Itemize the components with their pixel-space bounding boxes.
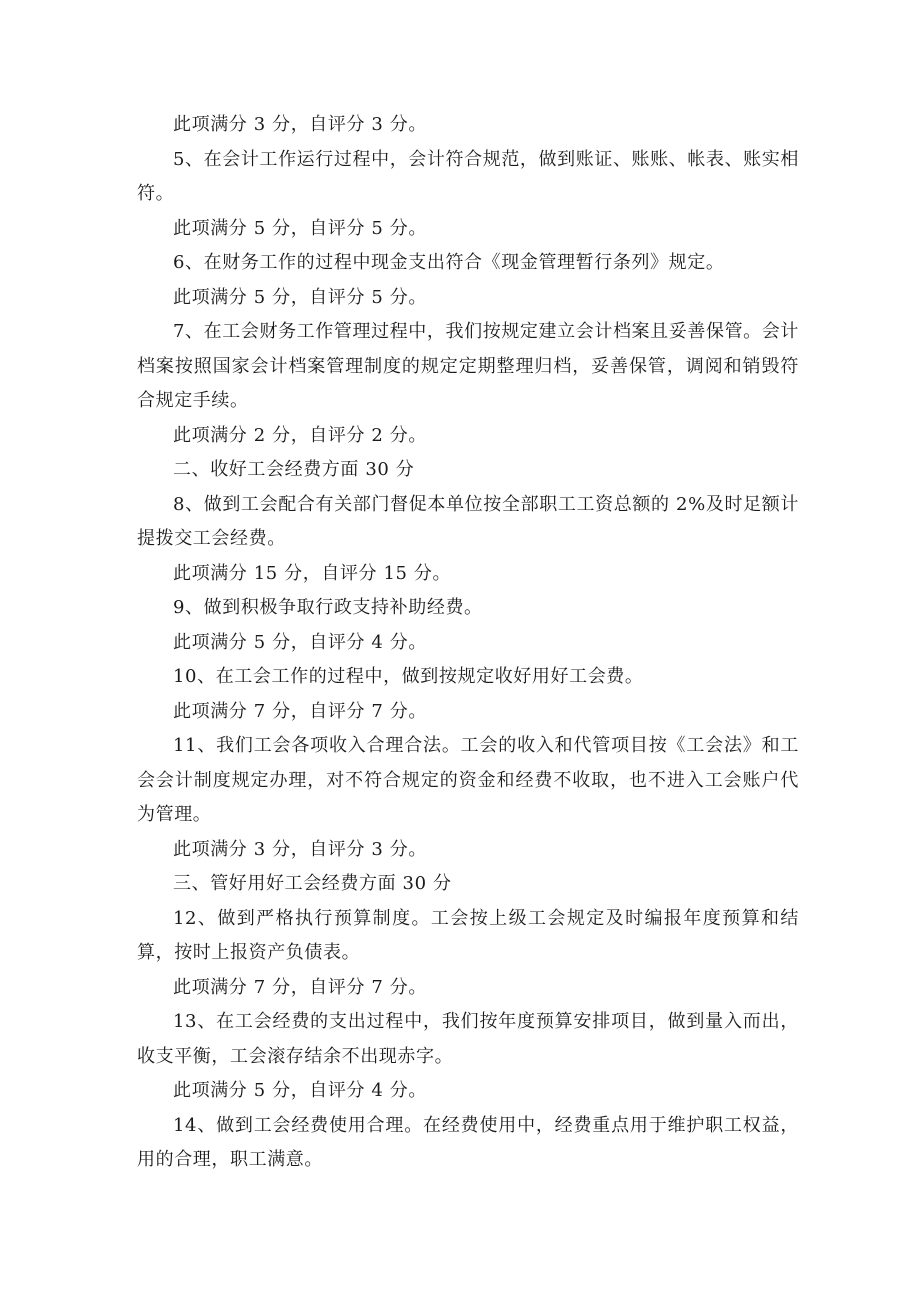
score-line: 此项满分 5 分，自评分 5 分。 <box>173 286 427 308</box>
score-line: 此项满分 7 分，自评分 7 分。 <box>173 976 427 998</box>
item-12-paragraph: 12、做到严格执行预算制度。工会按上级工会规定及时编报年度预算和结算，按时上报资产负债表。 <box>137 907 799 963</box>
score-line: 此项满分 5 分，自评分 5 分。 <box>173 217 427 239</box>
section-2-heading: 二、收好工会经费方面 30 分 <box>173 459 415 480</box>
score-line: 此项满分 7 分，自评分 7 分。 <box>173 700 427 722</box>
score-line: 此项满分 3 分，自评分 3 分。 <box>173 114 427 135</box>
item-14-paragraph: 14、做到工会经费使用合理。在经费使用中，经费重点用于维护职工权益，用的合理，职工满意。 <box>137 1114 799 1170</box>
score-line: 此项满分 15 分，自评分 15 分。 <box>173 562 452 584</box>
item-10-paragraph: 10、在工会工作的过程中，做到按规定收好用好工会费。 <box>173 666 644 687</box>
score-line: 此项满分 3 分，自评分 3 分。 <box>173 838 427 860</box>
item-8-paragraph: 8、做到工会配合有关部门督促本单位按全部职工工资总额的 2%及时足额计提拨交工会经费。 <box>137 493 799 549</box>
item-11-paragraph: 11、我们工会各项收入合理合法。工会的收入和代管项目按《工会法》和工会会计制度规定办理，对不符合规定的资金和经费不收取，也不进入工会账户代为管理。 <box>137 735 799 825</box>
section-3-heading: 三、管好用好工会经费方面 30 分 <box>173 873 452 894</box>
item-7-paragraph: 7、在工会财务工作管理过程中，我们按规定建立会计档案且妥善保管。会计档案按照国家会计档案管理制度的规定定期整理归档，妥善保管，调阅和销毁符合规定手续。 <box>137 321 799 411</box>
score-line: 此项满分 2 分，自评分 2 分。 <box>173 424 427 446</box>
document-page <box>137 108 799 1178</box>
item-13-paragraph: 13、在工会经费的支出过程中，我们按年度预算安排项目，做到量入而出，收支平衡，工会滚存结余不出现赤字。 <box>137 1011 799 1067</box>
score-line: 此项满分 5 分，自评分 4 分。 <box>173 631 427 653</box>
item-5-paragraph: 5、在会计工作运行过程中，会计符合规范，做到账证、账账、帐表、账实相符。 <box>137 148 799 204</box>
score-line: 此项满分 5 分，自评分 4 分。 <box>173 1080 427 1101</box>
item-6-paragraph: 6、在财务工作的过程中现金支出符合《现金管理暂行条列》规定。 <box>173 252 725 273</box>
item-9-paragraph: 9、做到积极争取行政支持补助经费。 <box>173 597 483 618</box>
